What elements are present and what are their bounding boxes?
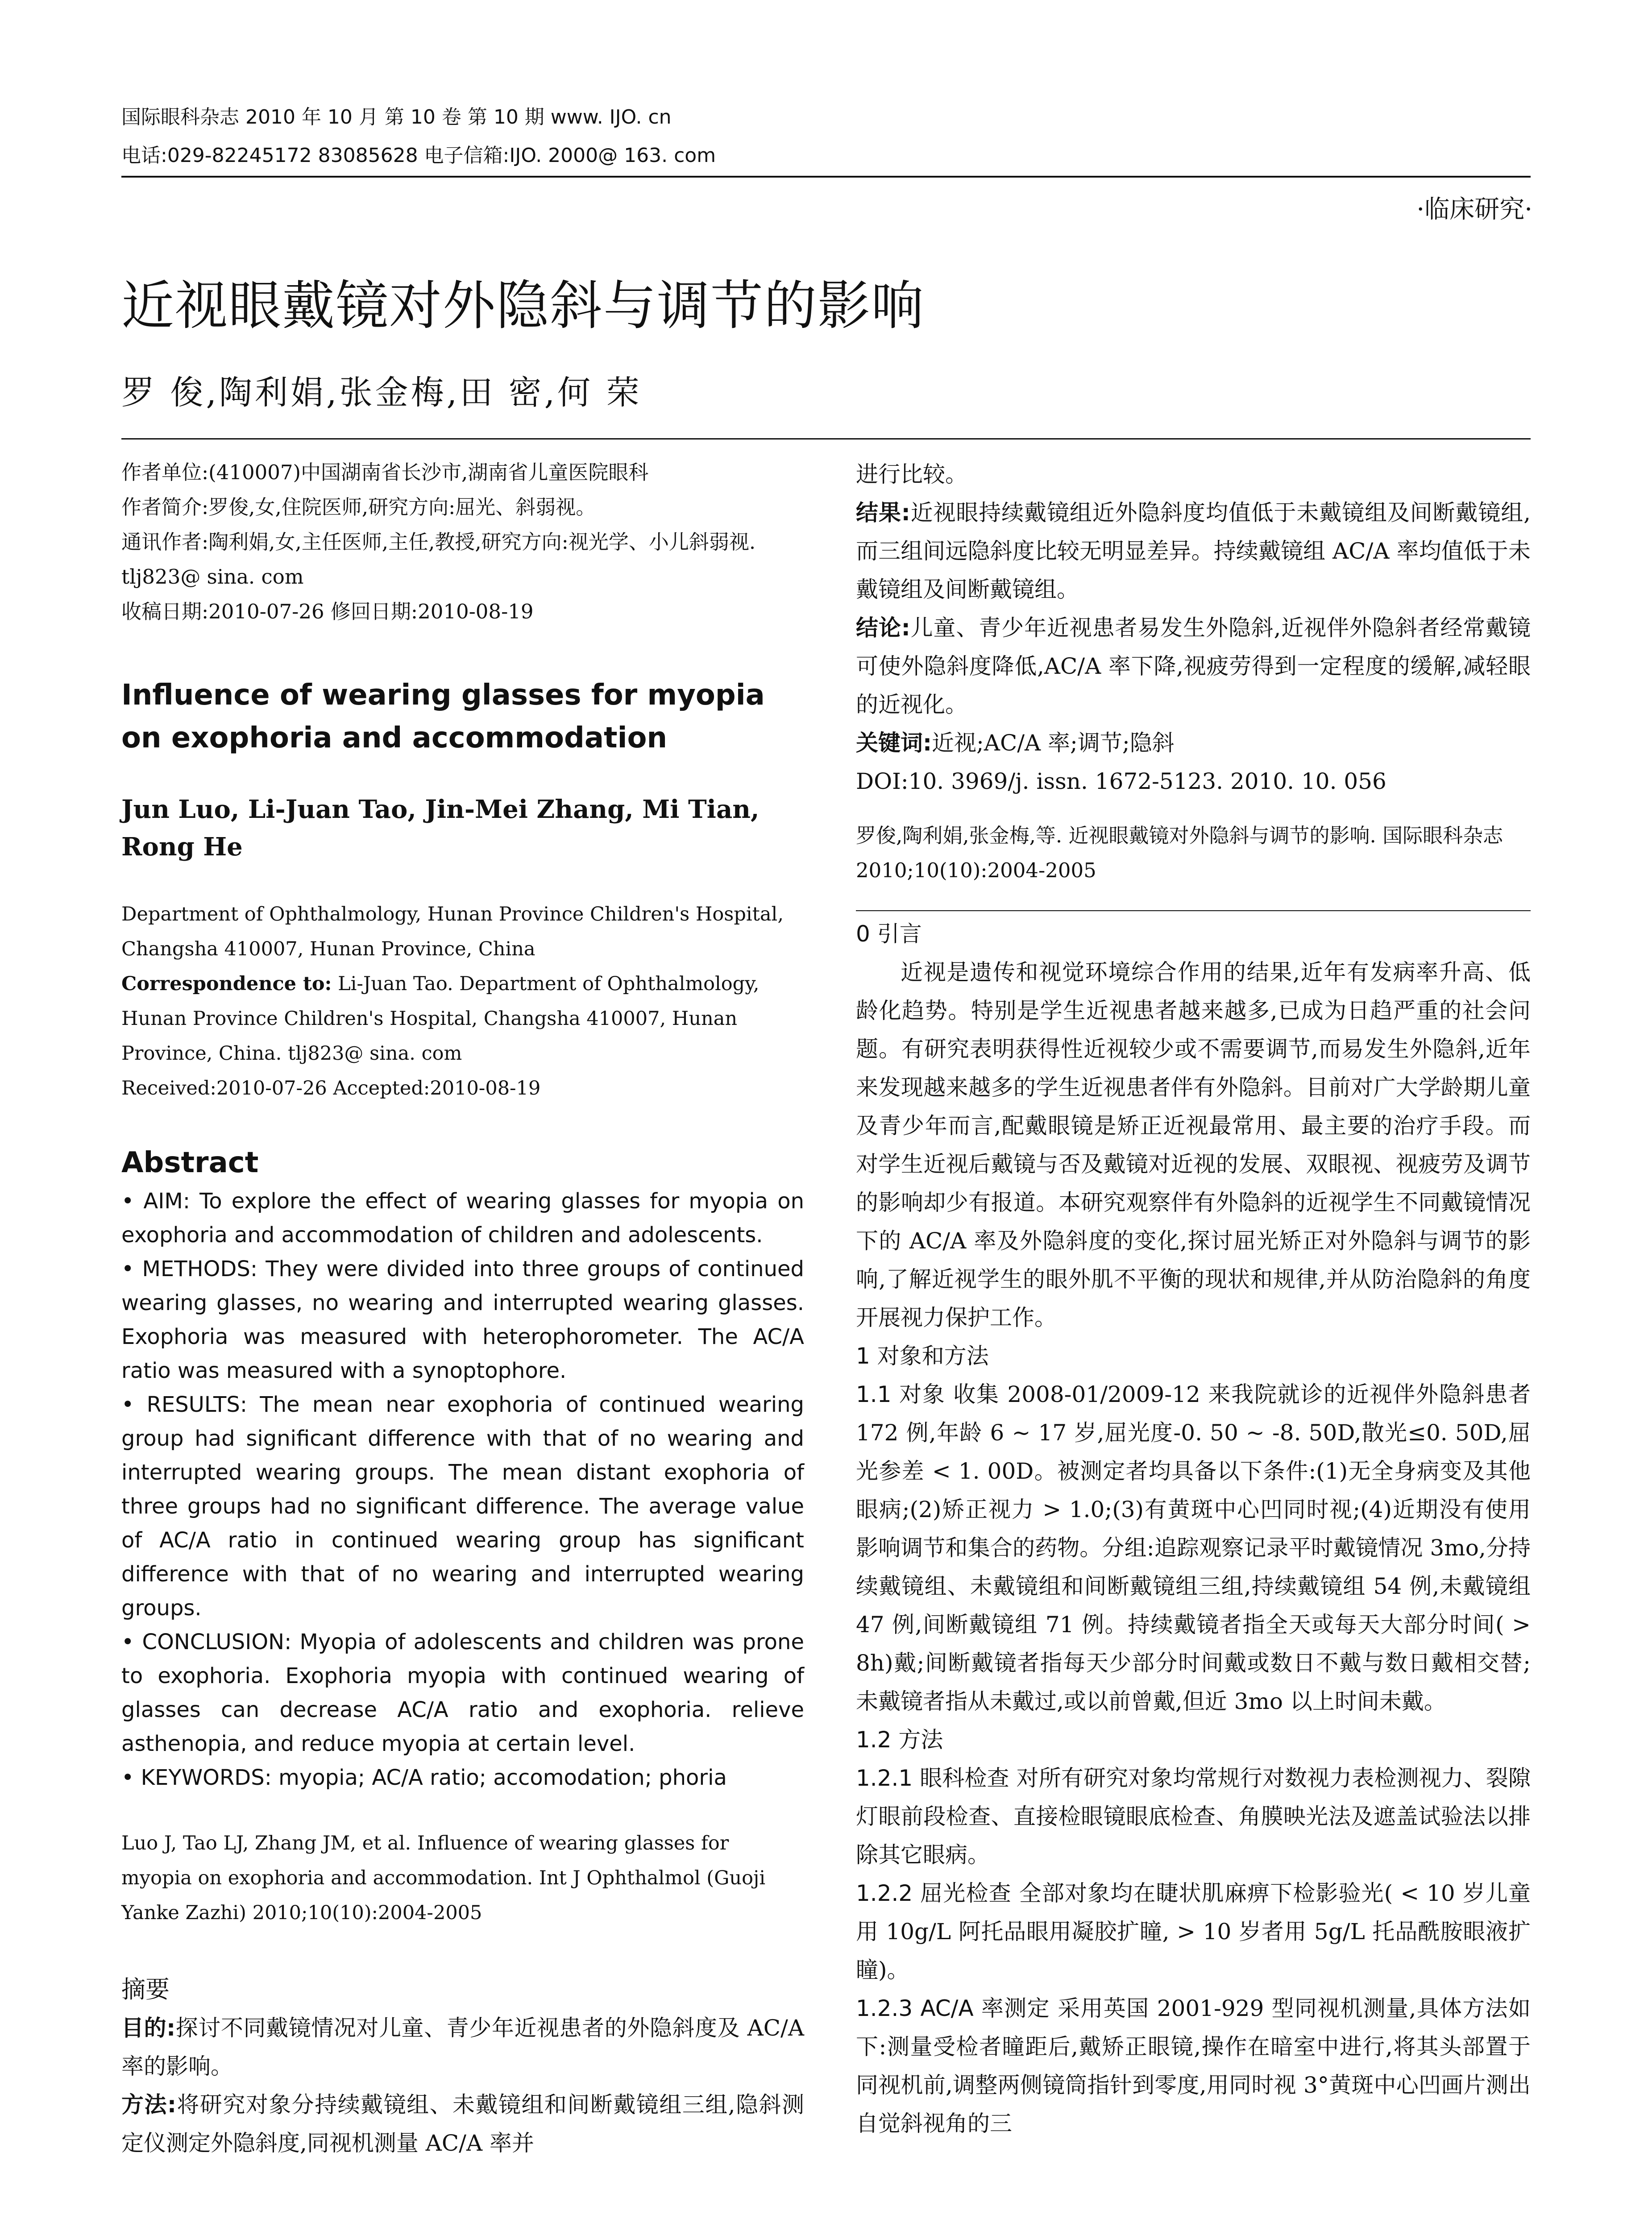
section-0-heading: 0 引言 [856, 921, 922, 947]
cn-methods-text: 将研究对象分持续戴镜组、未戴镜组和间断戴镜组三组,隐斜测定仪测定外隐斜度,同视机测量 AC/A 率并 [121, 2092, 804, 2156]
section-1-1 [856, 1375, 1531, 1721]
section-1-2-2-label: 1.2.2 屈光检查 [856, 1880, 1012, 1906]
english-title: Influence of wearing glasses for myopia on exophoria and accommodation [121, 679, 765, 755]
abstract-methods: • METHODS: They were divided into three groups of continued wearing glasses, no wearing and interrupted wearing glasses. Exophoria was measured with heterophorometer. The AC/A ratio was measured with a synoptophore. [121, 1256, 804, 1383]
cn-conclusion [856, 609, 1531, 724]
cn-abstract-heading: 摘要 [121, 1975, 170, 2003]
correspondence-text: Li-Juan Tao. Department of Ophthalmology, Hunan Province Children's Hospital, Changsha 410007, Hunan Province, China. tlj823@ sina. com [121, 973, 760, 1065]
received-accepted: Received:2010-07-26 Accepted:2010-08-19 [121, 1077, 541, 1099]
author-info [121, 455, 804, 629]
article-title-cn: 近视眼戴镜对外隐斜与调节的影响 [121, 275, 925, 336]
cn-methods-label: 方法: [121, 2092, 176, 2118]
cn-conclusion-text: 儿童、青少年近视患者易发生外隐斜,近视伴外隐斜者经常戴镜可使外隐斜度降低,AC/A 率下降,视疲劳得到一定程度的缓解,减轻眼的近视化。 [856, 615, 1531, 717]
doi: DOI:10. 3969/j. issn. 1672-5123. 2010. 10. 056 [856, 768, 1386, 794]
cn-results-text: 近视眼持续戴镜组近外隐斜度均值低于未戴镜组及间断戴镜组,而三组间远隐斜度比较无明显差异。持续戴镜组 AC/A 率均值低于未戴镜组及间断戴镜组。 [856, 500, 1531, 602]
section-1-1-label: 1.1 对象 [856, 1381, 946, 1407]
corresponding-author-line: 通讯作者:陶利娟,女,主任医师,主任,教授,研究方向:视光学、小儿斜弱视. tlj823@ sina. com [121, 530, 756, 589]
author-intro-line: 作者简介:罗俊,女,住院医师,研究方向:屈光、斜弱视。 [121, 495, 596, 519]
cn-abstract-continued [856, 455, 1531, 800]
abstract-keywords: • KEYWORDS: myopia; AC/A ratio; accomodation; phoria [121, 1765, 727, 1790]
section-1-heading: 1 对象和方法 [856, 1343, 989, 1369]
header-rule [121, 176, 1531, 178]
correspondence [121, 966, 804, 1071]
left-column [121, 455, 804, 2162]
cn-methods-continued: 进行比较。 [856, 461, 967, 487]
citation-rule [856, 910, 1531, 911]
section-1-2-2-text: 全部对象均在睫状肌麻痹下检影验光( < 10 岁儿童用 10g/L 阿托品眼用凝胶扩瞳, > 10 岁者用 5g/L 托品酰胺眼液扩瞳)。 [856, 1880, 1531, 1983]
section-1-2-3 [856, 1989, 1531, 2143]
section-1-2-3-text: 采用英国 2001-929 型同视机测量,具体方法如下:测量受检者瞳距后,戴矫正眼镜,操作在暗室中进行,将其头部置于同视机前,调整两侧镜筒指针到零度,用同时视 3°黄斑中心凹画片测出自觉斜视角的三 [856, 1995, 1531, 2136]
cn-abstract [121, 2009, 804, 2162]
section-1-2-1 [856, 1759, 1531, 1874]
cn-keywords-text: 近视;AC/A 率;调节;隐斜 [932, 730, 1175, 756]
cn-aim-label: 目的: [121, 2015, 176, 2041]
cn-abstract-aim [121, 2009, 804, 2086]
section-1-2-3-label: 1.2.3 AC/A 率测定 [856, 1995, 1050, 2021]
right-column [856, 455, 1531, 2143]
title-rule [121, 438, 1531, 440]
journal-header-line1: 国际眼科杂志 2010 年 10 月 第 10 卷 第 10 期 www. IJO. cn [121, 106, 672, 129]
section-1-1-text: 收集 2008-01/2009-12 来我院就诊的近视伴外隐斜患者 172 例,年龄 6 ~ 17 岁,屈光度-0. 50 ~ -8. 50D,散光≤0. 50D,屈光参差 < 1. 00D。被测定者均具备以下条件:(1)无全身病变及其他眼病;(2)矫正视力 > 1.0;(3)有黄斑中心凹同时视;(4)近期没有使用影响调节和集合的药物。分组:追踪观察记录平时戴镜情况 3mo,分持续戴镜组、未戴镜组和间断戴镜组三组,持续戴镜组 54 例,未戴镜组 47 例,间断戴镜组 71 例。持续戴镜者指全天或每天大部分时间( > 8h)戴;间断戴镜者指每天少部分时间戴或数日不戴与数日戴相交替;未戴镜者指从未戴过,或以前曾戴,但近 3mo 以上时间未戴。 [856, 1381, 1531, 1714]
cn-abstract-methods [121, 2086, 804, 2162]
english-authors: Jun Luo, Li-Juan Tao, Jin-Mei Zhang, Mi Tian, Rong He [121, 795, 760, 862]
journal-header-line2: 电话:029-82245172 83085628 电子信箱:IJO. 2000@ 163. com [121, 144, 716, 167]
cn-conclusion-label: 结论: [856, 615, 910, 641]
abstract-aim: • AIM: To explore the effect of wearing glasses for myopia on exophoria and accommodation of children and adolescents. [121, 1189, 804, 1248]
authors-cn: 罗 俊,陶利娟,张金梅,田 密,何 荣 [121, 373, 642, 412]
dates-line: 收稿日期:2010-07-26 修回日期:2010-08-19 [121, 600, 534, 623]
abstract-en [121, 1184, 804, 1795]
section-1-2-1-label: 1.2.1 眼科检查 [856, 1765, 1009, 1791]
affiliation-line: 作者单位:(410007)中国湖南省长沙市,湖南省儿童医院眼科 [121, 460, 649, 484]
cn-results-label: 结果: [856, 500, 910, 526]
cn-aim-text: 探讨不同戴镜情况对儿童、青少年近视患者的外隐斜度及 AC/A 率的影响。 [121, 2015, 804, 2079]
section-1-2-2 [856, 1874, 1531, 1989]
english-affiliation: Department of Ophthalmology, Hunan Province Children's Hospital, Changsha 410007, Hunan Province, China [121, 903, 784, 960]
section-tag: ·临床研究· [1416, 195, 1532, 224]
cn-keywords-label: 关键词: [856, 730, 932, 756]
correspondence-label: Correspondence to: [121, 973, 332, 995]
abstract-results: • RESULTS: The mean near exophoria of continued wearing group had significant difference with that of no wearing and interrupted wearing groups. The mean distant exophoria of three groups had no significant difference. The average value of AC/A ratio in continued wearing group has significant difference with that of no wearing and interrupted wearing groups. [121, 1392, 804, 1621]
cn-keywords [856, 724, 1531, 762]
abstract-conclusion: • CONCLUSION: Myopia of adolescents and children was prone to exophoria. Exophoria myopia with continued wearing of glasses can decrease AC/A ratio and exophoria. relieve asthenopia, and reduce myopia at certain level. [121, 1630, 804, 1756]
english-citation: Luo J, Tao LJ, Zhang JM, et al. Influence of wearing glasses for myopia on exophoria and accommodation. Int J Ophthalmol (Guoji Yanke Zazhi) 2010;10(10):2004-2005 [121, 1832, 766, 1924]
cn-results [856, 493, 1531, 609]
section-1-2-1-text: 对所有研究对象均常规行对数视力表检测视力、裂隙灯眼前段检查、直接检眼镜眼底检查、角膜映光法及遮盖试验法以排除其它眼病。 [856, 1765, 1531, 1868]
section-0-text: 近视是遗传和视觉环境综合作用的结果,近年有发病率升高、低龄化趋势。特别是学生近视患者越来越多,已成为日趋严重的社会问题。有研究表明获得性近视较少或不需要调节,而易发生外隐斜,近年来发现越来越多的学生近视患者伴有外隐斜。目前对广大学龄期儿童及青少年而言,配戴眼镜是矫正近视最常用、最主要的治疗手段。而对学生近视后戴镜与否及戴镜对近视的发展、双眼视、视疲劳及调节的影响却少有报道。本研究观察伴有外隐斜的近视学生不同戴镜情况下的 AC/A 率及外隐斜度的变化,探讨屈光矫正对外隐斜与调节的影响,了解近视学生的眼外肌不平衡的现状和规律,并从防治隐斜的角度开展视力保护工作。 [856, 959, 1531, 1331]
section-1-2-heading: 1.2 方法 [856, 1727, 943, 1753]
cn-citation: 罗俊,陶利娟,张金梅,等. 近视眼戴镜对外隐斜与调节的影响. 国际眼科杂志 2010;10(10):2004-2005 [856, 824, 1503, 882]
abstract-heading: Abstract [121, 1146, 259, 1179]
